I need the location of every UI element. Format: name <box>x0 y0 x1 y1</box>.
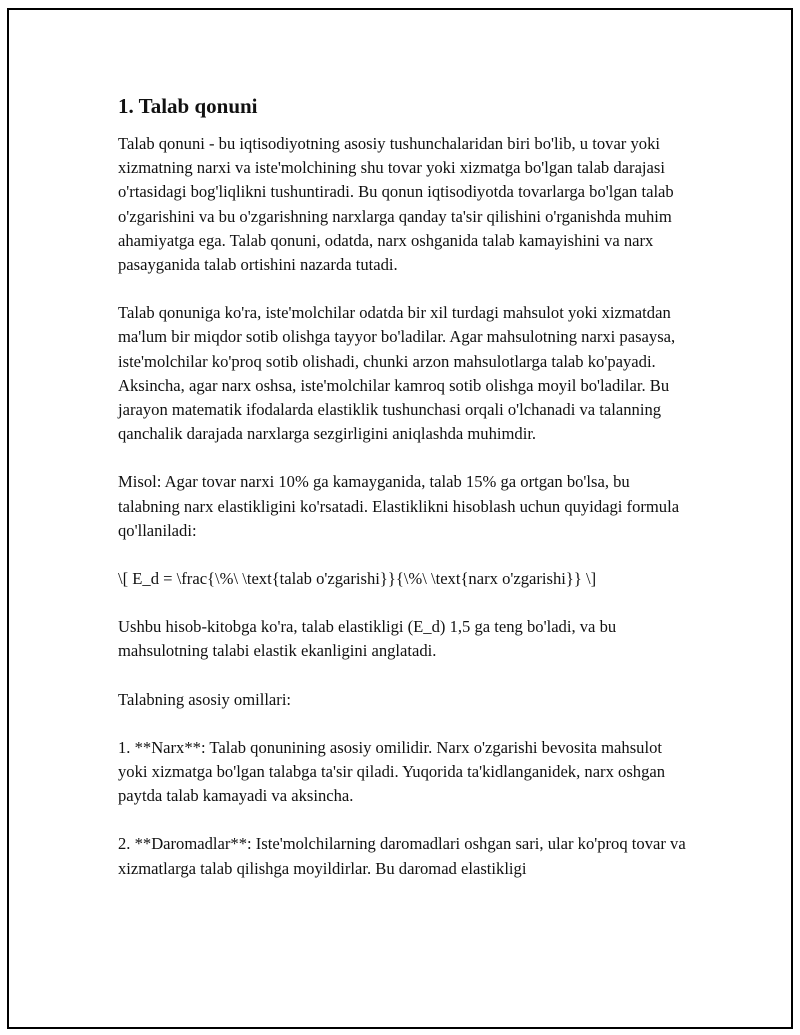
section-heading: 1. Talab qonuni <box>118 94 258 118</box>
list-item-income: 2. **Daromadlar**: Iste'molchilarning daromadlari oshgan sari, ular ko'proq tovar va xizmatlarga talab qilishga moyildirlar. Bu daromad elastikligi <box>118 834 686 878</box>
paragraph-consumer-behavior: Talab qonuniga ko'ra, iste'molchilar odatda bir xil turdagi mahsulot yoki xizmatdan ma'lum bir miqdor sotib olishga tayyor bo'ladilar. Agar mahsulotning narxi pasaysa, iste'molchilar ko'proq sotib olishadi, chunki arzon mahsulotlarga talab ko'payadi. Aksincha, agar narx oshsa, iste'molchilar kamroq sotib olishga moyil bo'ladilar. Bu jarayon matematik ifodalarda elastiklik tushunchasi orqali o'lchanadi va talanning qanchalik darajada narxlarga sezgirligini aniqlashda muhimdir. <box>118 303 676 444</box>
paragraph-definition: Talab qonuni - bu iqtisodiyotning asosiy tushunchalaridan biri bo'lib, u tovar yoki xizmatning narxi va iste'molchining shu tovar yoki xizmatga bo'lgan talab darajasi o'rtasidagi bog'liqlikni tushuntiradi. Bu qonun iqtisodiyotda tovarlarga bo'lgan talab o'zgarishini va bu o'zgarishning narxlarga qanday ta'sir qilishini o'rganishda muhim ahamiyatga ega. Talab qonuni, odatda, narx oshganida talab kamayishini va narx pasayganida talab ortishini nazarda tutadi. <box>118 134 674 275</box>
paragraph-example: Misol: Agar tovar narxi 10% ga kamayganida, talab 15% ga ortgan bo'lsa, bu talabning narx elastikligini ko'rsatadi. Elastiklikni hisoblash uchun quyidagi formula qo'llaniladi: <box>118 472 680 540</box>
paragraph-result: Ushbu hisob-kitobga ko'ra, talab elastikligi (E_d) 1,5 ga teng bo'ladi, va bu mahsulotning talabi elastik ekanligini anglatadi. <box>118 617 617 661</box>
paragraph-factors-intro: Talabning asosiy omillari: <box>118 689 292 709</box>
formula-line: \[ E_d = \frac{\%\ \text{talab o'zgarishi}}{\%\ \text{narx o'zgarishi}} \] <box>118 569 597 589</box>
list-item-price: 1. **Narx**: Talab qonunining asosiy omilidir. Narx o'zgarishi bevosita mahsulot yoki xizmatga bo'lgan talabga ta'sir qiladi. Yuqorida ta'kidlanganidek, narx oshgan paytda talab kamayadi va aksincha. <box>118 737 666 806</box>
document-body <box>118 92 693 905</box>
